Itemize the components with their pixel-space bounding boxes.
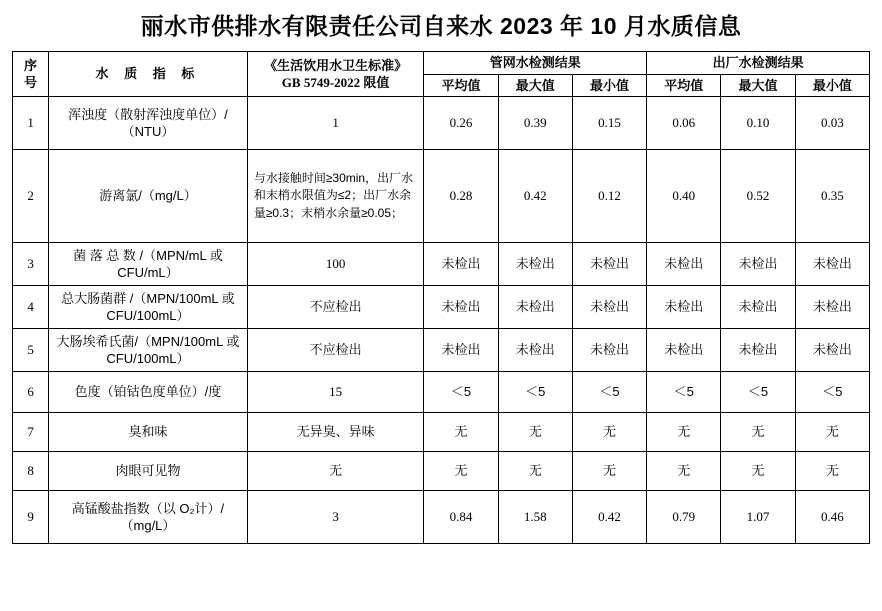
row-standard: 100 — [247, 243, 424, 286]
header-seq-line1: 序 — [24, 57, 38, 73]
row-index: 臭和味 — [49, 413, 248, 452]
header-group-pipe: 管网水检测结果 — [424, 52, 647, 75]
row-pipe-min: 无 — [572, 452, 646, 491]
header-pipe-max: 最大值 — [498, 74, 572, 97]
row-standard: 不应检出 — [247, 329, 424, 372]
header-seq-line2: 号 — [24, 75, 38, 91]
header-pipe-avg: 平均值 — [424, 74, 498, 97]
row-plant-avg: ＜5 — [647, 372, 721, 413]
row-pipe-avg: 未检出 — [424, 329, 498, 372]
row-pipe-avg: 无 — [424, 413, 498, 452]
row-plant-min: 未检出 — [795, 286, 869, 329]
row-pipe-min: 0.42 — [572, 491, 646, 544]
page-title: 丽水市供排水有限责任公司自来水 2023 年 10 月水质信息 — [140, 13, 742, 39]
row-pipe-max: 0.39 — [498, 97, 572, 150]
table-row — [13, 452, 870, 491]
row-plant-avg: 无 — [647, 413, 721, 452]
table-row — [13, 286, 870, 329]
row-pipe-max: 1.58 — [498, 491, 572, 544]
table-row — [13, 372, 870, 413]
row-standard: 15 — [247, 372, 424, 413]
row-seq: 7 — [13, 413, 49, 452]
row-index: 浑浊度（散射浑浊度单位）/（NTU） — [49, 97, 248, 150]
row-plant-min: 未检出 — [795, 329, 869, 372]
row-standard: 3 — [247, 491, 424, 544]
row-pipe-max: 未检出 — [498, 243, 572, 286]
row-pipe-avg: 无 — [424, 452, 498, 491]
table-row — [13, 97, 870, 150]
row-plant-min: 未检出 — [795, 243, 869, 286]
table-row — [13, 150, 870, 243]
row-pipe-max: 0.42 — [498, 150, 572, 243]
row-pipe-avg: 未检出 — [424, 243, 498, 286]
table-row — [13, 413, 870, 452]
row-index: 游离氯/（mg/L） — [49, 150, 248, 243]
row-plant-avg: 未检出 — [647, 286, 721, 329]
table-row — [13, 491, 870, 544]
row-pipe-min: ＜5 — [572, 372, 646, 413]
row-plant-avg: 0.40 — [647, 150, 721, 243]
row-index: 大肠埃希氏菌/（MPN/100mL 或 CFU/100mL） — [49, 329, 248, 372]
row-standard: 无 — [247, 452, 424, 491]
row-pipe-max: 未检出 — [498, 329, 572, 372]
header-standard-line1: 《生活饮用水卫生标准》 — [264, 57, 408, 73]
row-standard: 无异臭、异味 — [247, 413, 424, 452]
table-row — [13, 329, 870, 372]
row-seq: 3 — [13, 243, 49, 286]
row-pipe-min: 无 — [572, 413, 646, 452]
row-plant-min: 无 — [795, 452, 869, 491]
header-index: 水 质 指 标 — [49, 52, 248, 97]
header-standard-line2: GB 5749-2022 限值 — [281, 75, 390, 91]
row-standard: 与水接触时间≥30min，出厂水和末梢水限值为≤2；出厂水余量≥0.3；末梢水余量≥0.05； — [247, 150, 424, 243]
table-header-row-1 — [13, 52, 870, 75]
row-plant-avg: 无 — [647, 452, 721, 491]
header-plant-max: 最大值 — [721, 74, 795, 97]
row-plant-min: ＜5 — [795, 372, 869, 413]
row-index: 色度（铂钴色度单位）/度 — [49, 372, 248, 413]
header-plant-min: 最小值 — [795, 74, 869, 97]
row-pipe-min: 0.15 — [572, 97, 646, 150]
row-pipe-avg: 0.28 — [424, 150, 498, 243]
row-pipe-min: 未检出 — [572, 286, 646, 329]
row-plant-avg: 0.06 — [647, 97, 721, 150]
row-plant-max: 无 — [721, 413, 795, 452]
row-pipe-max: 无 — [498, 452, 572, 491]
row-seq: 6 — [13, 372, 49, 413]
row-seq: 4 — [13, 286, 49, 329]
row-standard: 不应检出 — [247, 286, 424, 329]
row-index: 肉眼可见物 — [49, 452, 248, 491]
header-standard — [247, 52, 424, 97]
row-seq: 2 — [13, 150, 49, 243]
row-index: 总大肠菌群 /（MPN/100mL 或 CFU/100mL） — [49, 286, 248, 329]
row-plant-max: 0.52 — [721, 150, 795, 243]
row-plant-min: 0.03 — [795, 97, 869, 150]
water-quality-table — [12, 51, 870, 544]
row-plant-max: 未检出 — [721, 286, 795, 329]
row-pipe-max: ＜5 — [498, 372, 572, 413]
row-plant-min: 0.46 — [795, 491, 869, 544]
row-pipe-max: 未检出 — [498, 286, 572, 329]
row-plant-max: 无 — [721, 452, 795, 491]
table-row — [13, 243, 870, 286]
row-index: 高锰酸盐指数（以 O₂计）/（mg/L） — [49, 491, 248, 544]
row-plant-avg: 未检出 — [647, 329, 721, 372]
row-plant-max: 1.07 — [721, 491, 795, 544]
row-seq: 1 — [13, 97, 49, 150]
row-plant-max: 未检出 — [721, 329, 795, 372]
row-plant-avg: 未检出 — [647, 243, 721, 286]
row-pipe-min: 未检出 — [572, 243, 646, 286]
row-standard: 1 — [247, 97, 424, 150]
header-plant-avg: 平均值 — [647, 74, 721, 97]
row-plant-min: 无 — [795, 413, 869, 452]
row-plant-max: ＜5 — [721, 372, 795, 413]
row-seq: 8 — [13, 452, 49, 491]
row-pipe-min: 0.12 — [572, 150, 646, 243]
row-pipe-min: 未检出 — [572, 329, 646, 372]
row-seq: 9 — [13, 491, 49, 544]
row-plant-max: 0.10 — [721, 97, 795, 150]
row-plant-min: 0.35 — [795, 150, 869, 243]
row-pipe-avg: ＜5 — [424, 372, 498, 413]
row-pipe-avg: 0.26 — [424, 97, 498, 150]
row-pipe-avg: 未检出 — [424, 286, 498, 329]
header-pipe-min: 最小值 — [572, 74, 646, 97]
row-pipe-avg: 0.84 — [424, 491, 498, 544]
row-plant-avg: 0.79 — [647, 491, 721, 544]
row-seq: 5 — [13, 329, 49, 372]
header-seq — [13, 52, 49, 97]
row-plant-max: 未检出 — [721, 243, 795, 286]
header-group-plant: 出厂水检测结果 — [647, 52, 870, 75]
row-index: 菌 落 总 数 /（MPN/mL 或 CFU/mL） — [49, 243, 248, 286]
row-pipe-max: 无 — [498, 413, 572, 452]
